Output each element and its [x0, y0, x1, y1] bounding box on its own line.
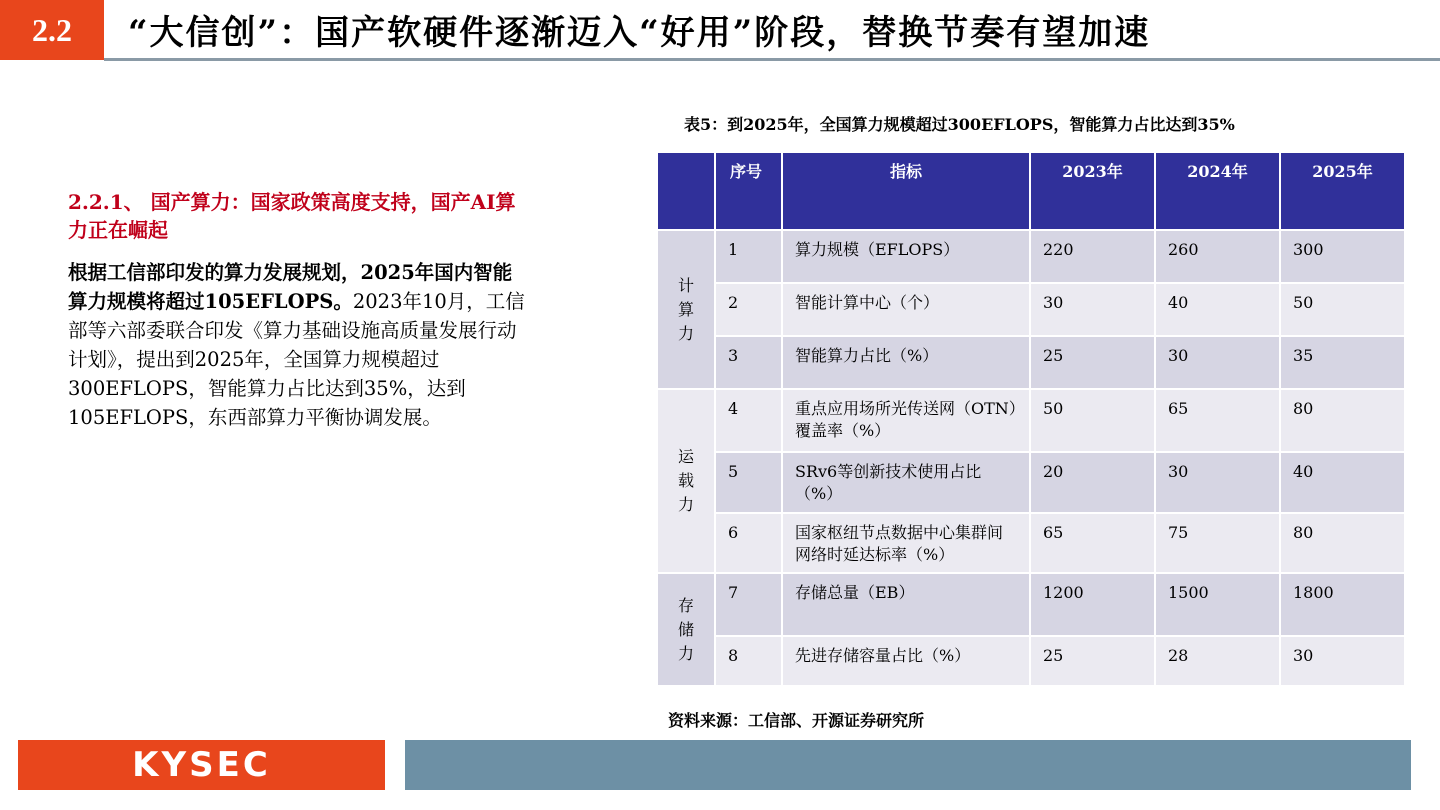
category-label: 存储力	[677, 595, 694, 663]
table-caption: 表5：到2025年，全国算力规模超过300EFLOPS，智能算力占比达到35%	[684, 115, 1235, 134]
table-row	[657, 513, 1405, 573]
page-title: “大信创”：国产软硬件逐渐迈入“好用”阶段，替换节奏有望加速	[128, 13, 1151, 53]
title-divider	[104, 58, 1440, 61]
category-cell	[657, 230, 715, 389]
row-index: 6	[715, 513, 782, 573]
logo-text: KYSEC	[132, 745, 271, 785]
category-cell	[657, 573, 715, 686]
row-metric: 智能算力占比（%）	[782, 336, 1030, 389]
row-metric: 先进存储容量占比（%）	[782, 636, 1030, 686]
table-row	[657, 636, 1405, 686]
table-header-row	[657, 152, 1405, 230]
category-label: 运载力	[677, 447, 694, 514]
table-row	[657, 573, 1405, 636]
row-2025: 30	[1280, 636, 1405, 686]
row-2023: 20	[1030, 452, 1155, 513]
row-index: 7	[715, 573, 782, 636]
row-index: 2	[715, 283, 782, 336]
row-2024: 40	[1155, 283, 1280, 336]
category-cell	[657, 389, 715, 573]
row-2023: 50	[1030, 389, 1155, 452]
table-row	[657, 283, 1405, 336]
kysec-logo	[18, 740, 385, 790]
body-rest: 2023年10月，工信部等六部委联合印发《算力基础设施高质量发展行动计划》，提出到2025年，全国算力规模超过300EFLOPS，智能算力占比达到35%，达到105EFLOPS，东西部算力平衡协调发展。	[68, 290, 525, 429]
row-2025: 35	[1280, 336, 1405, 389]
row-2024: 65	[1155, 389, 1280, 452]
body-paragraph	[68, 258, 530, 432]
row-2024: 30	[1155, 452, 1280, 513]
header-cell-2023: 2023年	[1030, 152, 1155, 230]
row-2023: 220	[1030, 230, 1155, 283]
table-source-note: 资料来源：工信部、开源证券研究所	[668, 711, 925, 730]
row-metric: 智能计算中心（个）	[782, 283, 1030, 336]
row-2023: 30	[1030, 283, 1155, 336]
header-cell-index: 序号	[715, 152, 782, 230]
row-index: 5	[715, 452, 782, 513]
section-subheading: 2.2.1、 国产算力：国家政策高度支持，国产AI算力正在崛起	[68, 190, 516, 242]
row-index: 4	[715, 389, 782, 452]
data-table	[656, 151, 1406, 687]
row-index: 1	[715, 230, 782, 283]
header-cell-metric: 指标	[782, 152, 1030, 230]
row-2024: 28	[1155, 636, 1280, 686]
row-2024: 75	[1155, 513, 1280, 573]
row-metric: 国家枢纽节点数据中心集群间网络时延达标率（%）	[782, 513, 1030, 573]
row-2025: 1800	[1280, 573, 1405, 636]
row-2025: 300	[1280, 230, 1405, 283]
table-row	[657, 230, 1405, 283]
row-2023: 25	[1030, 336, 1155, 389]
row-metric: 算力规模（EFLOPS）	[782, 230, 1030, 283]
row-metric: SRv6等创新技术使用占比（%）	[782, 452, 1030, 513]
row-2025: 50	[1280, 283, 1405, 336]
row-2024: 30	[1155, 336, 1280, 389]
row-2023: 1200	[1030, 573, 1155, 636]
row-2025: 80	[1280, 389, 1405, 452]
row-2025: 40	[1280, 452, 1405, 513]
table-row	[657, 336, 1405, 389]
footer-bar	[405, 740, 1411, 790]
row-2023: 65	[1030, 513, 1155, 573]
row-index: 8	[715, 636, 782, 686]
row-metric: 存储总量（EB）	[782, 573, 1030, 636]
row-index: 3	[715, 336, 782, 389]
header-cell-category	[657, 152, 715, 230]
table-row	[657, 389, 1405, 452]
header-cell-2025: 2025年	[1280, 152, 1405, 230]
row-2024: 260	[1155, 230, 1280, 283]
section-number-badge: 2.2	[0, 0, 104, 60]
header-cell-2024: 2024年	[1155, 152, 1280, 230]
row-2025: 80	[1280, 513, 1405, 573]
row-2024: 1500	[1155, 573, 1280, 636]
row-metric: 重点应用场所光传送网（OTN）覆盖率（%）	[782, 389, 1030, 452]
row-2023: 25	[1030, 636, 1155, 686]
category-label: 计算力	[677, 275, 694, 343]
body-bold-lead: 根据工信部印发的算力发展规划，2025年国内智能算力规模将超过105EFLOPS。	[68, 261, 513, 313]
table-row	[657, 452, 1405, 513]
